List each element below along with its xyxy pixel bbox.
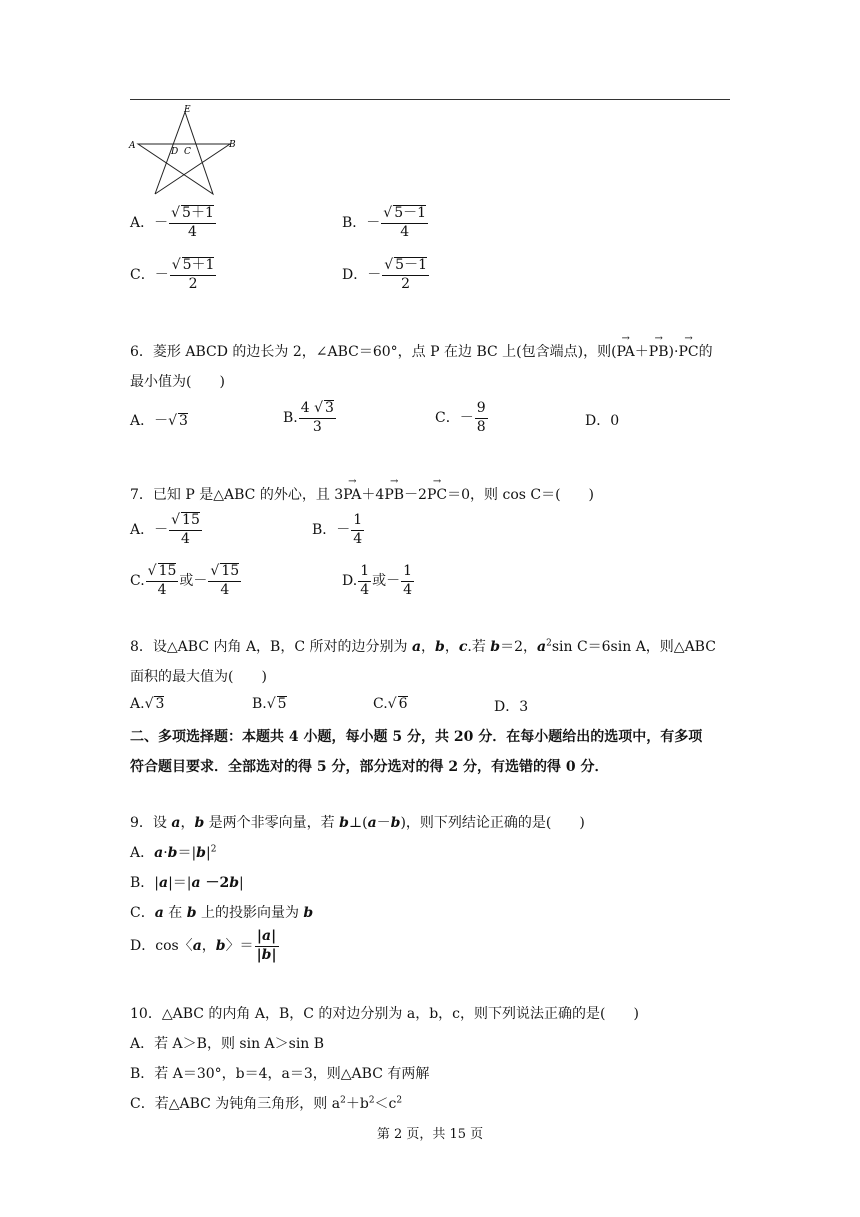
q9-option-c: C．a 在 b 上的投影向量为 b	[130, 905, 314, 921]
q6-stem-line2: 最小值为( )	[130, 374, 225, 390]
q9-option-b: B．|a|＝|a －2b|	[130, 875, 244, 891]
q8-option-a: A.√ 3	[130, 696, 165, 712]
q8-stem-line2: 面积的最大值为( )	[130, 669, 267, 685]
q9-option-d: D．cos〈a，b〉＝ $\frac{|a|}{|b|}$	[130, 928, 277, 963]
q8-option-c: C.√ 6	[373, 696, 408, 712]
q6-stem-line1: 6．菱形 ABCD 的边长为 2，∠ABC＝60°，点 P 在边 BC 上(包含端点)，则(→ PA＋→ PB)·→ PC的	[130, 341, 713, 361]
q6-option-a: A．－√ 3	[130, 413, 188, 429]
q6-option-d: D．0	[585, 413, 620, 429]
label-C: C	[184, 147, 191, 157]
q7-option-c: C. $\frac{√ 15}{4}$ 或－ $\frac{√ 15}{4}$	[130, 563, 240, 598]
q9-stem: 9．设 a，b 是两个非零向量，若 b⊥(a－b)，则下列结论正确的是( )	[130, 815, 585, 831]
header-rule	[130, 99, 730, 100]
q7-option-d: D. $\frac{1}{4}$ 或－ $\frac{1}{4}$	[342, 563, 413, 598]
q10-option-a: A．若 A＞B，则 sin A＞sin B	[130, 1036, 325, 1052]
q5-option-b: B．－ $\frac{√ 5-1}{4}$	[342, 205, 427, 240]
q8-option-d: D．3	[494, 699, 529, 715]
q10-option-b: B．若 A＝30°，b＝4，a＝3，则△ABC 有两解	[130, 1066, 430, 1082]
section2-heading-line2: 符合题目要求．全部选对的得 5 分，部分选对的得 2 分，有选错的得 0 分．	[130, 759, 609, 775]
q10-option-c: C．若△ABC 为钝角三角形，则 $a^2+b^2<c^2$	[130, 1095, 403, 1112]
q7-option-b: B．－ $\frac{1}{4}$	[312, 512, 363, 547]
label-D: D	[171, 147, 179, 157]
label-E: E	[184, 105, 191, 115]
q6-option-b: B. $\frac{4 √ 3}{3}$	[283, 400, 334, 435]
label-B: B	[229, 140, 236, 150]
q10-stem: 10．△ABC 的内角 A，B，C 的对边分别为 a，b，c，则下列说法正确的是( )	[130, 1006, 639, 1022]
q5-option-c: C．－ $\frac{√ 5+1}{2}$	[130, 257, 215, 292]
q5-option-a: A．－ $\frac{√ 5+1}{4}$	[130, 205, 214, 240]
q8-option-b: B.√ 5	[252, 696, 287, 712]
q6-option-c: C．－ $\frac{9}{8}$	[435, 400, 486, 435]
q8-stem-line1: 8．设△ABC 内角 A，B，C 所对的边分别为 a，b，c.若 b＝2，$a^2\sin$ C＝6sin A，则△ABC	[130, 638, 716, 655]
q9-option-a: A．$a\cdot b=|b|^2$	[130, 844, 217, 861]
section2-heading-line1: 二、多项选择题：本题共 4 小题，每小题 5 分，共 20 分．在每小题给出的选项中，有多项	[130, 729, 703, 745]
page-footer: 第 2 页，共 15 页	[376, 1127, 484, 1142]
label-A: A	[129, 141, 136, 151]
q5-option-d: D．－ $\frac{√ 5-1}{2}$	[342, 257, 427, 292]
q7-stem: 7．已知 P 是△ABC 的外心，且 3→ PA＋4→ PB－2→ PC＝0，则 cos C＝( )	[130, 484, 594, 504]
star-figure	[128, 104, 240, 198]
q7-option-a: A．－ $\frac{√ 15}{4}$	[130, 512, 200, 547]
